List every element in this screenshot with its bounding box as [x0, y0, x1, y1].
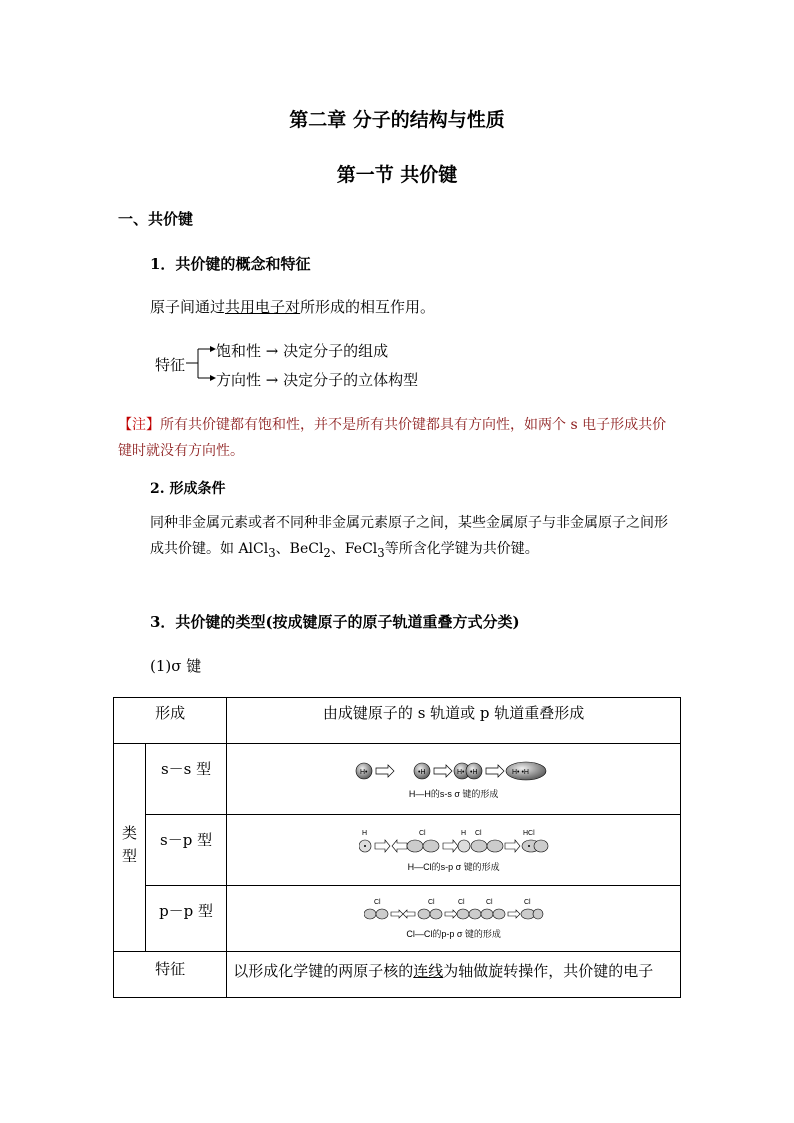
feature-saturation: 饱和性 → 决定分子的组成 — [216, 342, 389, 360]
svg-text:•H: •H — [469, 768, 478, 776]
subheading-condition: 2. 形成条件 — [150, 481, 226, 497]
subheading-concept: 1．共价键的概念和特征 — [150, 255, 311, 273]
ss-caption: H—H的s-s σ 键的形成 — [408, 788, 499, 799]
pp-caption: Cl—Cl的p-p σ 键的形成 — [406, 929, 501, 939]
cond-sub3: 3 — [377, 545, 385, 560]
cond-text: 同种非金属元素或者不同种非金属元素原子之间，某些金属原子与非金属原子之间形成共价键。如 AlCl — [150, 515, 668, 557]
svg-text:H•: H• — [359, 768, 368, 776]
feature-bracket-lines — [186, 346, 216, 382]
chapter-title: 第二章 分子的结构与性质 — [289, 109, 505, 131]
sp-figure-cell — [227, 815, 681, 886]
svg-text:Cl: Cl — [427, 899, 435, 906]
sigma-label: (1)σ 键 — [150, 657, 202, 675]
cond-sub1: 3 — [268, 545, 276, 560]
svg-text:HCl: HCl — [522, 829, 535, 837]
note-bracket: 【注】 — [118, 417, 160, 433]
sp-orbital-diagram — [359, 828, 549, 856]
feature-value-underlined: 连线 — [413, 962, 444, 980]
sigma-bond-table — [113, 697, 681, 998]
svg-text:H•: H• — [456, 768, 465, 776]
feature-row-label: 特征 — [114, 952, 227, 998]
feature-label: 特征 — [155, 356, 186, 374]
cond-sub2: 2 — [323, 545, 331, 560]
ss-figure — [227, 759, 680, 800]
definition-text-1: 原子间通过 — [150, 298, 226, 316]
svg-text:Cl: Cl — [373, 899, 381, 906]
definition-text-2: 所形成的相互作用。 — [300, 298, 436, 316]
svg-text:H: H — [460, 829, 466, 837]
form-label: 形成 — [114, 698, 227, 744]
svg-text:H: H — [361, 829, 367, 837]
feature-value-1: 以形成化学键的两原子核的 — [233, 962, 414, 980]
cond-mid2: 、FeCl — [330, 541, 378, 557]
svg-text:Cl: Cl — [485, 899, 493, 906]
pp-figure-cell — [227, 886, 681, 952]
svg-text:•H: •H — [417, 768, 426, 776]
svg-text:H• •H: H• •H — [511, 768, 529, 776]
cond-end: 等所含化学键为共价键。 — [384, 541, 539, 557]
heading-covalent-bond: 一、共价键 — [118, 210, 194, 228]
svg-text:Cl: Cl — [418, 829, 426, 837]
pp-figure — [227, 897, 680, 940]
svg-text:Cl: Cl — [457, 899, 465, 906]
feature-row-value — [227, 952, 681, 998]
feature-value-2: 为轴做旋转操作，共价键的电子 — [443, 962, 654, 980]
note-block — [118, 412, 678, 464]
sp-caption: H—Cl的s-p σ 键的形成 — [407, 861, 500, 872]
ss-orbital-diagram — [354, 759, 554, 783]
feature-direction: 方向性 → 决定分子的立体构型 — [216, 371, 419, 389]
note-text: 所有共价键都有饱和性，并不是所有共价键都具有方向性，如两个 s 电子形成共价键时就没有方向性。 — [118, 417, 667, 459]
form-value: 由成键原子的 s 轨道或 p 轨道重叠形成 — [227, 698, 681, 744]
definition-underlined: 共用电子对 — [225, 298, 301, 316]
ss-figure-cell — [227, 744, 681, 815]
sp-figure — [227, 828, 680, 873]
type-label: 类型 — [114, 744, 146, 952]
svg-text:Cl: Cl — [523, 899, 531, 906]
svg-text:Cl: Cl — [474, 829, 482, 837]
section-title: 第一节 共价键 — [336, 164, 458, 186]
cond-mid1: 、BeCl — [275, 541, 324, 557]
pp-orbital-diagram — [364, 897, 544, 923]
condition-paragraph — [150, 510, 678, 566]
type-pp: p－p 型 — [145, 886, 226, 952]
definition — [150, 296, 435, 317]
type-ss: s－s 型 — [145, 744, 226, 815]
subheading-types: 3．共价键的类型(按成键原子的原子轨道重叠方式分类) — [150, 613, 520, 631]
type-sp: s－p 型 — [145, 815, 226, 886]
